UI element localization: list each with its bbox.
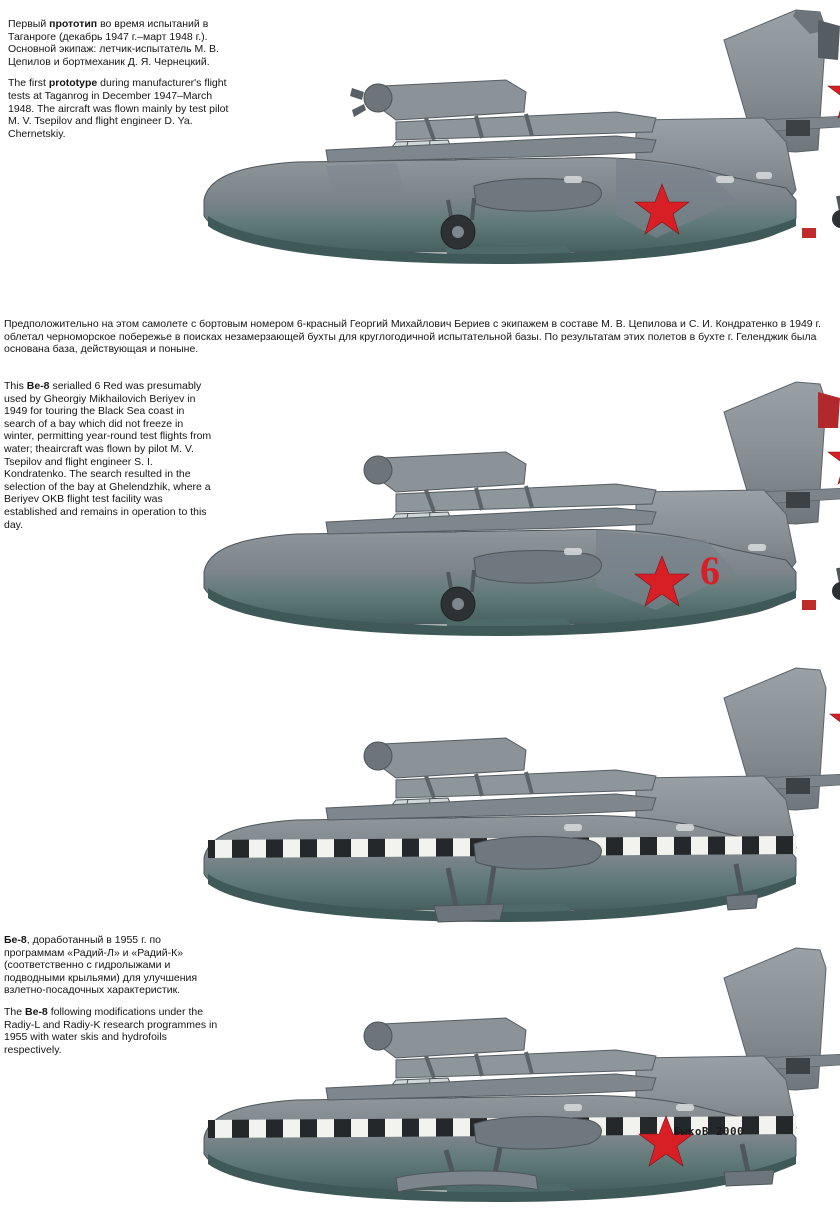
caption-block-2 — [4, 318, 836, 356]
aircraft-profile-4 — [96, 938, 840, 1213]
caption-paragraph: Бе-8, доработанный в 1955 г. по программам «Радий-Л» и «Радий-К» (соответственно с гидролыжами и подводными крыльями) для улучшения взлетно-посадочных характеристик. — [4, 934, 198, 997]
caption-paragraph: This Be-8 serialled 6 Red was presumably used by Gheorgiy Mikhailovich Beriyev in 1949 for touring the Black Sea coast in search of a bay which did not freeze in winter, permitting year-round test flights from water; theaircraft was flown by pilot M. V. Tsepilov and flight engineer S. I. Kondratenko. The search resulted in the selection of the bay at Ghelendzhik, where a Beriyev OKB flight test facility was established and remains in operation to this day. — [4, 380, 212, 531]
aircraft-profile-3 — [96, 658, 840, 928]
artist-signature: БыкоВ 2000 — [673, 1125, 744, 1138]
caption-paragraph: Предположительно на этом самолете с бортовым номером 6-красный Георгий Михайлович Бериев с экипажем в составе М. В. Цепилова и С. И. Кондратенко в 1949 г. облетал черноморское побережье в поисках незамерзающей бухты для круглогодичной испытательной базы. По результатам этих полетов в бухте г. Геленджик была основана база, действующая и поныне. — [4, 318, 822, 356]
fuselage-number: 6 — [700, 548, 720, 593]
aircraft-profile-1 — [96, 0, 840, 300]
caption-paragraph: The Be-8 following modifications under the Radiy-L and Radiy-K research programmes in 1955 with water skis and hydrofoils respectively. — [4, 1005, 218, 1056]
caption-paragraph: Первый прототип во время испытаний в Таганроге (декабрь 1947 г.–март 1948 г.). Основной экипаж: летчик-испытатель М. В. Цепилов и бортмеханик Д. Я. Чернецкий. — [8, 18, 219, 68]
aircraft-profile-2 — [96, 372, 840, 642]
caption-paragraph: The first prototype during manufacturer's flight tests at Taganrog in December 1947–March 1948. The aircraft was flown mainly by test pilot M. V. Tsepilov and flight engineer D. Ya. Chernetskiy. — [8, 77, 229, 140]
